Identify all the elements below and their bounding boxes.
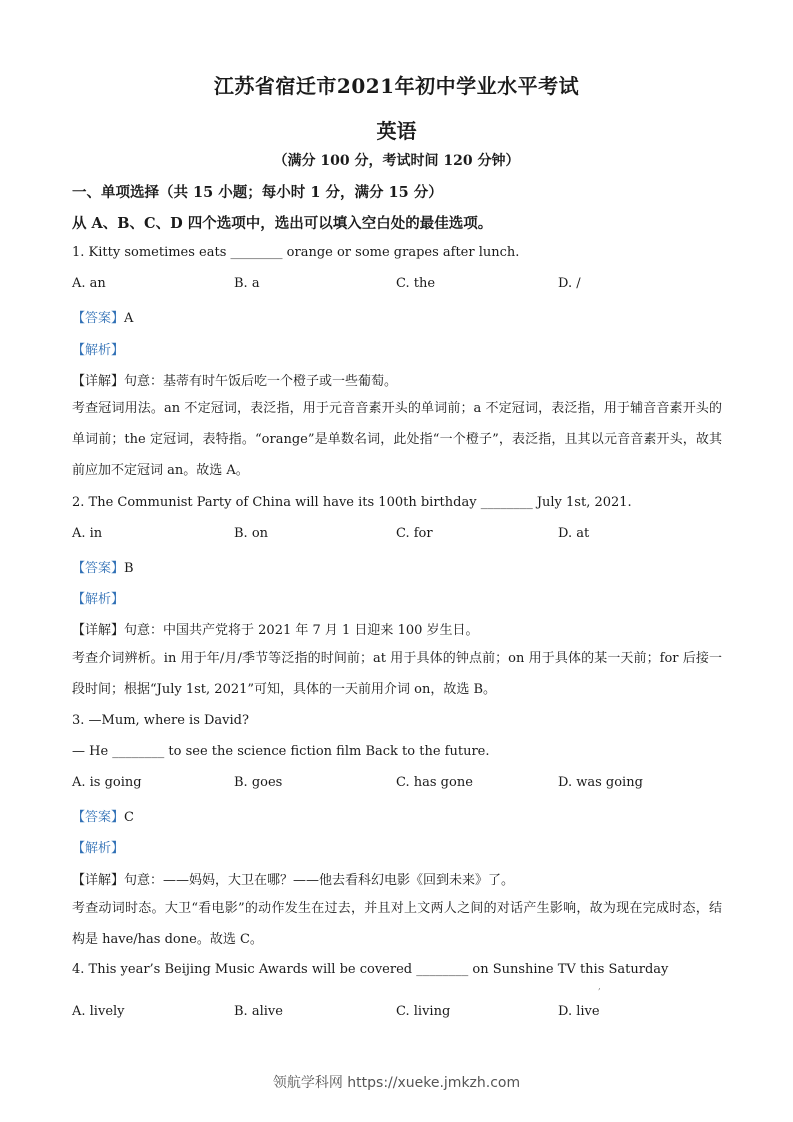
- question-1-explanation: 考查冠词用法。an 不定冠词，表泛指，用于元音音素开头的单词前；a 不定冠词，表泛指，用于辅音音素开头的单词前；the 定冠词，表特指。“orange”是单数名词，此处指“一个橙子”，表泛指，且其以元音音素开头，故其前应加不定冠词 an。故选 A。: [72, 401, 722, 478]
- question-4-options: [72, 1004, 722, 1019]
- detail-text: 句意：中国共产党将于 2021 年 7 月 1 日迎来 100 岁生日。: [124, 623, 479, 638]
- answer-label: 【答案】: [72, 311, 125, 326]
- option-b: B. on: [234, 526, 269, 541]
- exam-note: （满分 100 分，考试时间 120 分钟）: [273, 153, 520, 169]
- exam-title: 江苏省宿迁市2021年初中学业水平考试: [213, 74, 580, 98]
- option-c: C. has gone: [396, 775, 473, 790]
- section-instruction: 从 A、B、C、D 四个选项中，选出可以填入空白处的最佳选项。: [72, 215, 493, 232]
- option-d: D. at: [558, 526, 590, 541]
- question-3-stem-reply: — He ________ to see the science fiction film Back to the future.: [72, 744, 490, 759]
- option-c: C. living: [396, 1004, 451, 1019]
- option-d: D. was going: [558, 775, 643, 790]
- section-heading: 一、单项选择（共 15 小题；每小时 1 分，满分 15 分）: [72, 184, 443, 201]
- option-a: A. an: [72, 276, 106, 291]
- question-3-analysis-label: 【解析】: [72, 841, 125, 856]
- question-2-answer: [72, 557, 134, 576]
- detail-text: 句意：基蒂有时午饭后吃一个橙子或一些葡萄。: [124, 374, 398, 389]
- question-1-answer: [72, 307, 133, 326]
- detail-label: 【详解】: [72, 873, 125, 888]
- detail-label: 【详解】: [72, 623, 125, 638]
- footer-watermark: 领航学科网 https://xueke.jmkzh.com: [272, 1075, 521, 1091]
- exam-subject: 英语: [376, 119, 417, 143]
- question-3-answer: [72, 806, 134, 825]
- option-b: B. alive: [234, 1004, 283, 1019]
- question-2-explanation: 考查介词辨析。in 用于年/月/季节等泛指的时间前；at 用于具体的钟点前；on 用于具体的某一天前；for 后接一段时间；根据“July 1st, 2021”可知，具体的一天前用介词 on，故选 B。: [72, 651, 722, 697]
- option-a: A. in: [72, 526, 103, 541]
- question-1-detail: [72, 370, 397, 389]
- question-1-stem: 1. Kitty sometimes eats ________ orange or some grapes after lunch.: [72, 245, 520, 260]
- option-d: D. /: [558, 276, 581, 291]
- question-1-options: [72, 276, 722, 291]
- detail-text: 句意：——妈妈，大卫在哪？——他去看科幻电影《回到未来》了。: [124, 873, 515, 888]
- option-a: A. is going: [72, 775, 142, 790]
- question-1-analysis-label: 【解析】: [72, 343, 125, 358]
- stray-mark: ,: [598, 982, 601, 992]
- answer-label: 【答案】: [72, 561, 125, 576]
- question-2-analysis-label: 【解析】: [72, 592, 125, 607]
- question-4-stem: 4. This year’s Beijing Music Awards will be covered ________ on Sunshine TV this Saturday: [72, 962, 669, 977]
- option-d: D. live: [558, 1004, 600, 1019]
- question-2-stem: 2. The Communist Party of China will have its 100th birthday ________ July 1st, 2021.: [72, 495, 632, 510]
- question-3-options: [72, 775, 722, 790]
- answer-label: 【答案】: [72, 810, 125, 825]
- answer-value: A: [124, 311, 134, 326]
- answer-value: C: [124, 810, 134, 825]
- option-c: C. for: [396, 526, 433, 541]
- option-b: B. goes: [234, 775, 283, 790]
- question-2-detail: [72, 619, 479, 638]
- question-3-stem: 3. —Mum, where is David?: [72, 713, 249, 728]
- question-3-detail: [72, 869, 514, 888]
- option-c: C. the: [396, 276, 436, 291]
- question-2-options: [72, 526, 722, 541]
- option-b: B. a: [234, 276, 260, 291]
- question-3-explanation: 考查动词时态。大卫“看电影”的动作发生在过去，并且对上文两人之间的对话产生影响，故为现在完成时态，结构是 have/has done。故选 C。: [72, 901, 722, 947]
- answer-value: B: [124, 561, 134, 576]
- detail-label: 【详解】: [72, 374, 125, 389]
- option-a: A. lively: [72, 1004, 125, 1019]
